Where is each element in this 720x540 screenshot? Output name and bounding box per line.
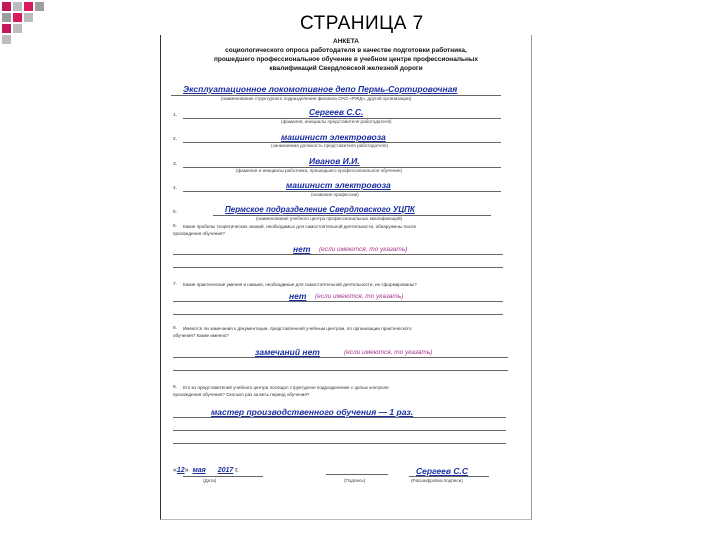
question-number: 6. — [173, 224, 178, 229]
question-number: 8. — [173, 326, 178, 331]
page-title: СТРАНИЦА 7 — [300, 13, 424, 34]
form-subheading: квалификаций Свердловской железной дороги — [269, 65, 423, 72]
item-caption: (название профессии) — [311, 192, 359, 197]
form-heading: АНКЕТА — [333, 38, 359, 45]
question-text: Какие пробелы теоретических знаний, необходимых для самостоятельной деятельности, обнаружены после — [183, 224, 417, 229]
item-caption: (занимаемая должность представителя работодателя) — [271, 143, 389, 148]
question-number: 7. — [173, 282, 178, 287]
question-number: 9. — [173, 385, 178, 390]
organization-caption: (наименование структурного подразделения филиала ОАО «РЖД», другой организации) — [221, 96, 412, 101]
form-subheading: прошедшего профессиональное обучение в учебном центре профессиональных — [213, 56, 479, 63]
question-text: прохождения обучения? Сколько раз за весь период обучения? — [173, 392, 310, 397]
corner-square — [13, 24, 22, 33]
item-number: 1. — [173, 113, 178, 118]
training-center-value: Пермское подразделение Свердловского УЦПК — [225, 205, 415, 214]
questionnaire-document — [160, 35, 532, 520]
corner-square — [24, 2, 33, 11]
q6-answer: нет — [293, 244, 311, 254]
item-number: 3. — [173, 162, 178, 167]
corner-square — [24, 13, 33, 22]
q9-answer: мастер производственного обучения — 1 раз. — [211, 407, 414, 417]
q6-note: (если имеются, то указать) — [319, 246, 408, 253]
corner-square — [2, 2, 11, 11]
employer-name-value: Сергеев С.С. — [309, 107, 364, 117]
question-text: Какие практические умения и навыки, необходимые для самостоятельной деятельности, не сформированы? — [183, 282, 417, 287]
item-caption: (фамилия и инициалы работника, прошедшего профессиональное обучение) — [236, 168, 403, 173]
organization-value: Эксплуатационное локомотивное депо Пермь-Сортировочная — [183, 84, 458, 94]
q8-note: (если имеются, то указать) — [344, 349, 433, 356]
question-text: обучения? Какие именно? — [173, 333, 229, 338]
item-number: 2. — [173, 137, 178, 142]
date-year: 2017 — [217, 467, 234, 474]
caption-date: (Дата) — [203, 478, 217, 483]
corner-square — [2, 24, 11, 33]
corner-square — [2, 35, 11, 44]
corner-square — [35, 2, 44, 11]
date-month: мая — [192, 467, 206, 474]
question-text: прохождения обучения? — [173, 231, 225, 236]
signature-name: Сергеев С.С — [416, 466, 468, 476]
item-caption: (наименование учебного центра профессиональных квалификаций) — [256, 216, 403, 221]
item-number: 5. — [173, 210, 178, 215]
caption-signature: (Подпись) — [344, 478, 366, 483]
q8-answer: замечаний нет — [255, 347, 320, 357]
date-line: «12» мая 2017 г. — [173, 467, 239, 474]
employer-position-value: машинист электровоза — [281, 132, 386, 142]
question-text: Имеются ли замечания к документации, представленной учебным центром, по организации практического — [183, 326, 412, 331]
corner-square — [2, 13, 11, 22]
form-subheading: социологического опроса работодателя в качестве подготовки работника, — [225, 47, 467, 54]
caption-name: (Расшифровка подписи) — [411, 478, 463, 483]
corner-square — [13, 2, 22, 11]
item-number: 4. — [173, 186, 178, 191]
worker-name-value: Иванов И.И. — [309, 156, 360, 166]
q7-note: (если имеются, то указать) — [315, 293, 404, 300]
item-caption: (фамилия, инициалы представителя работодателя) — [281, 119, 392, 124]
question-text: Кто из представителей учебного центра посещал структурное подразделение с целью контроля — [183, 385, 389, 390]
q7-answer: нет — [289, 291, 307, 301]
corner-square — [13, 13, 22, 22]
profession-value: машинист электровоза — [286, 180, 391, 190]
date-day: 12 — [176, 467, 185, 474]
